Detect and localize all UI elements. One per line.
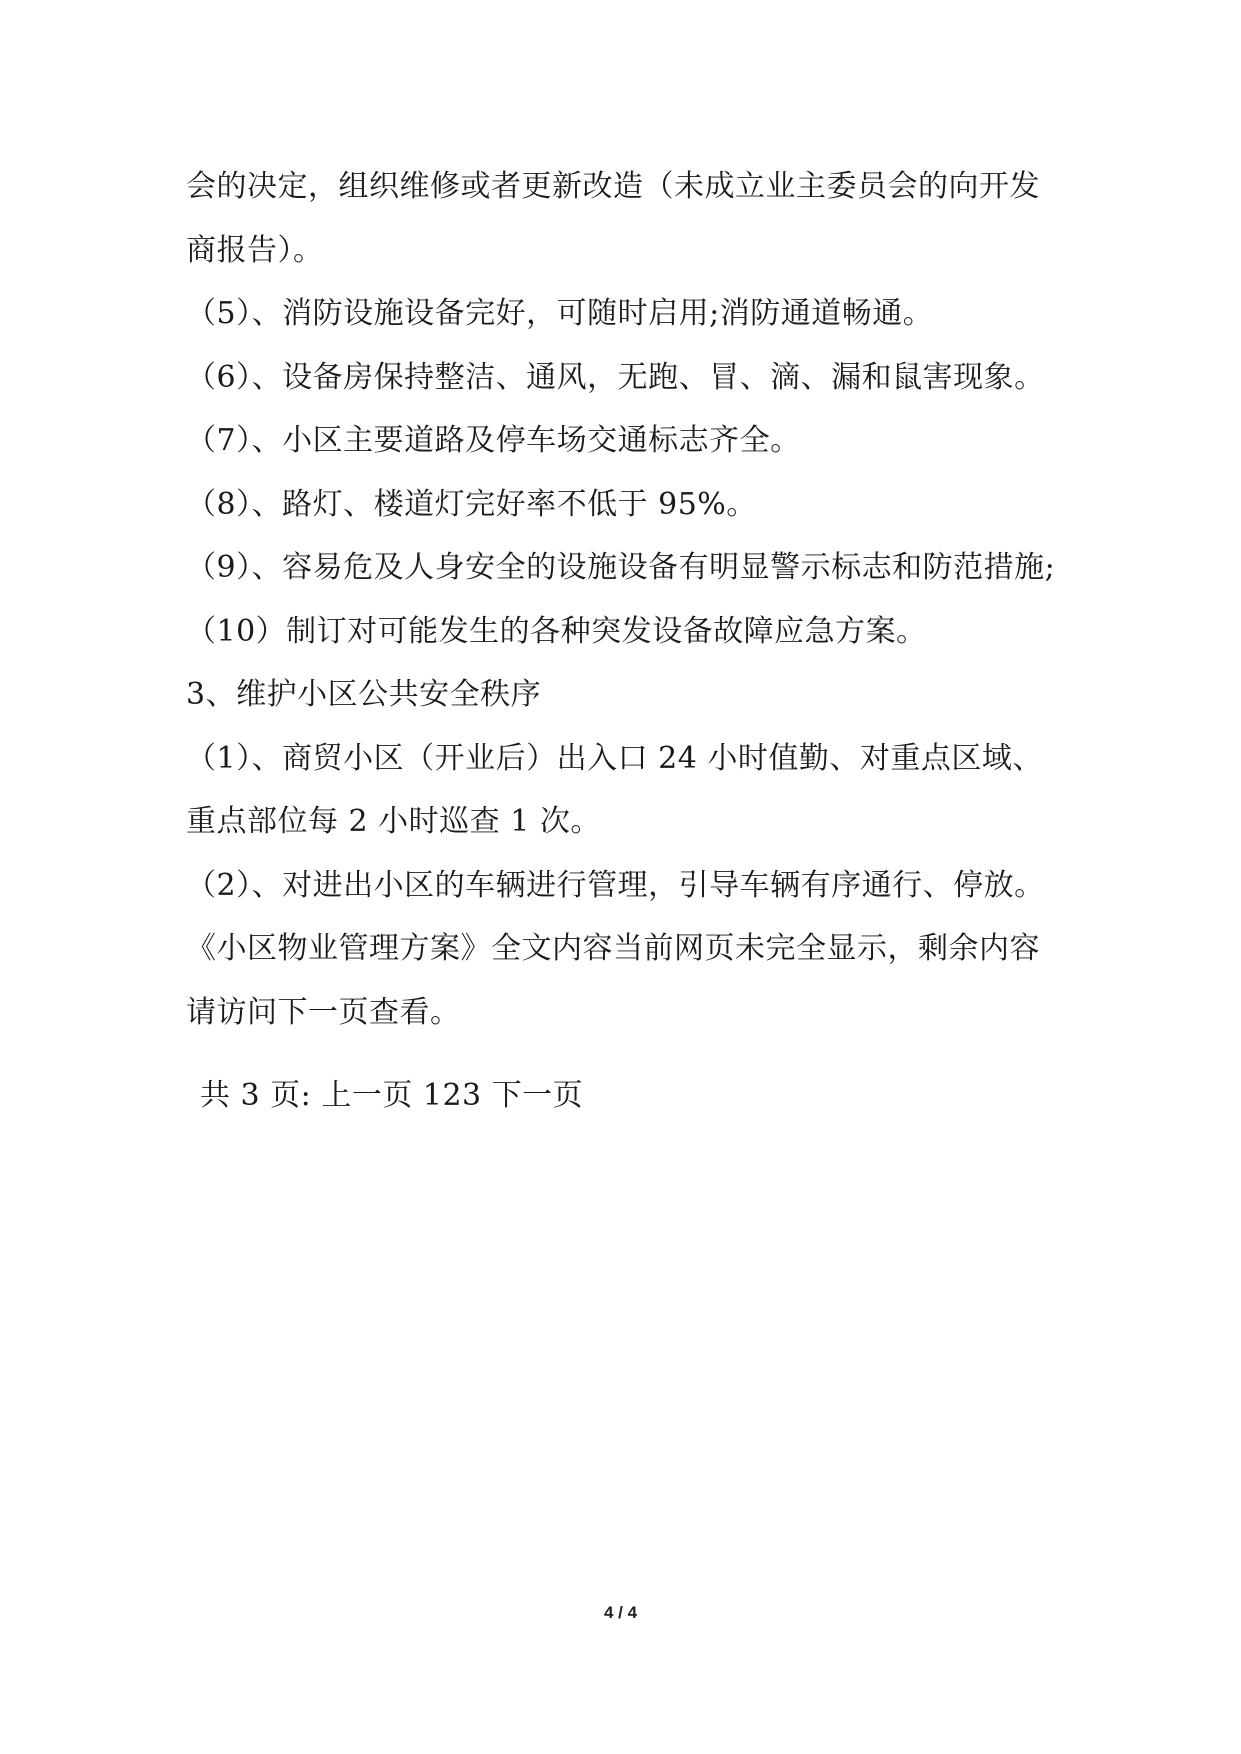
pagination-total: 共 3 页:: [200, 1078, 312, 1113]
list-item: （7）、小区主要道路及停车场交通标志齐全。: [186, 423, 801, 458]
section-heading: 3、维护小区公共安全秩序: [186, 677, 542, 712]
prev-page-link[interactable]: 上一页: [321, 1078, 413, 1113]
continuation-notice: 请访问下一页查看。: [186, 994, 461, 1030]
text-line: 商报告）。: [186, 232, 324, 268]
list-item: （6）、设备房保持整洁、通风，无跑、冒、滴、漏和鼠害现象。: [186, 359, 1045, 395]
document-body: [186, 155, 1076, 1044]
text-line: 重点部位每 2 小时巡查 1 次。: [186, 804, 601, 839]
next-page-link[interactable]: 下一页: [491, 1078, 584, 1113]
list-item: （2）、对进出小区的车辆进行管理，引导车辆有序通行、停放。: [186, 867, 1045, 903]
continuation-notice: 《小区物业管理方案》全文内容当前网页未完全显示，剩余内容: [186, 931, 1040, 966]
list-item: （8）、路灯、楼道灯完好率不低于 95%。: [186, 486, 757, 522]
page-links[interactable]: 123: [422, 1078, 482, 1113]
list-item: （10）制订对可能发生的各种突发设备故障应急方案。: [186, 613, 927, 649]
list-item: （9）、容易危及人身安全的设施设备有明显警示标志和防范措施;: [186, 550, 1056, 585]
text-line: 会的决定，组织维修或者更新改造（未成立业主委员会的向开发: [186, 169, 1040, 204]
page-number: 4 / 4: [603, 1603, 638, 1622]
list-item: （1）、商贸小区（开业后）出入口 24 小时值勤、对重点区域、: [186, 740, 1043, 776]
pagination: [200, 1064, 583, 1128]
list-item: （5）、消防设施设备完好，可随时启用;消防通道畅通。: [186, 296, 934, 331]
